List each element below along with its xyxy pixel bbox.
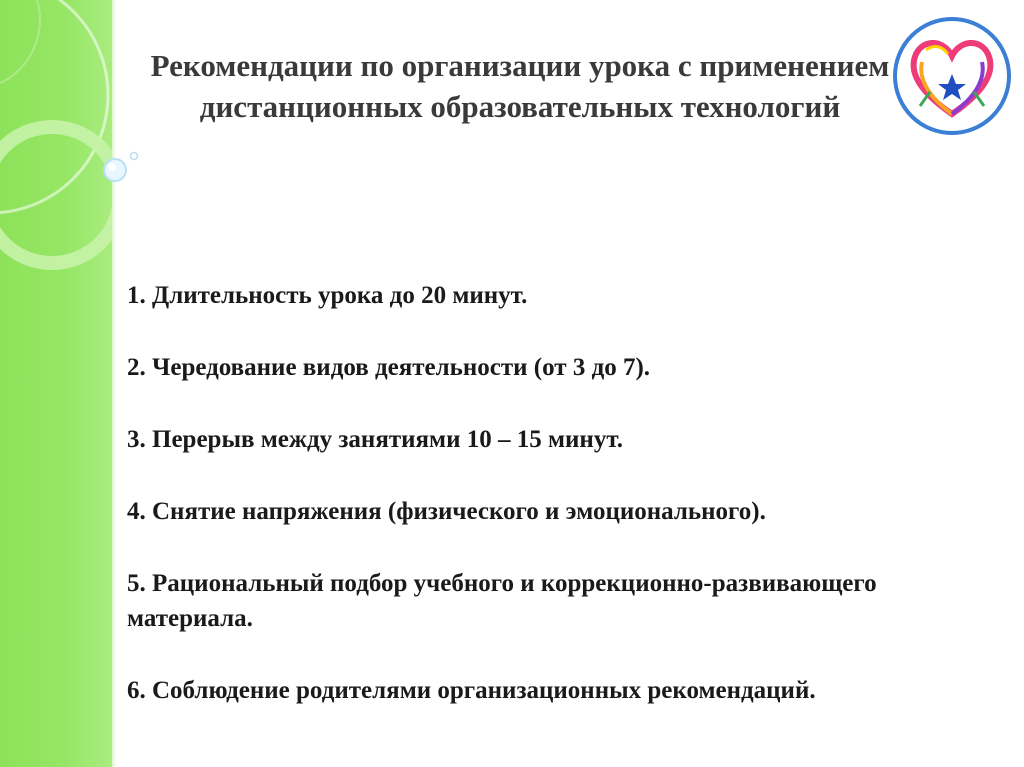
recommendations-list [127,278,1007,745]
list-item: 4. Снятие напряжения (физического и эмоционального). [127,498,766,525]
list-item: 6. Соблюдение родителями организационных рекомендаций. [127,677,816,704]
list-item: 3. Перерыв между занятиями 10 – 15 минут. [127,426,623,453]
bubble-icon [0,0,160,200]
list-item: 5. Рациональный подбор учебного и коррекционно-развивающего материала. [127,570,877,632]
slide-title: Рекомендации по организации урока с применением дистанционных образовательных технологий [150,48,890,124]
heart-logo-icon [890,14,1014,138]
list-item: 1. Длительность урока до 20 минут. [127,282,528,309]
list-item: 2. Чередование видов деятельности (от 3 до 7). [127,354,651,381]
